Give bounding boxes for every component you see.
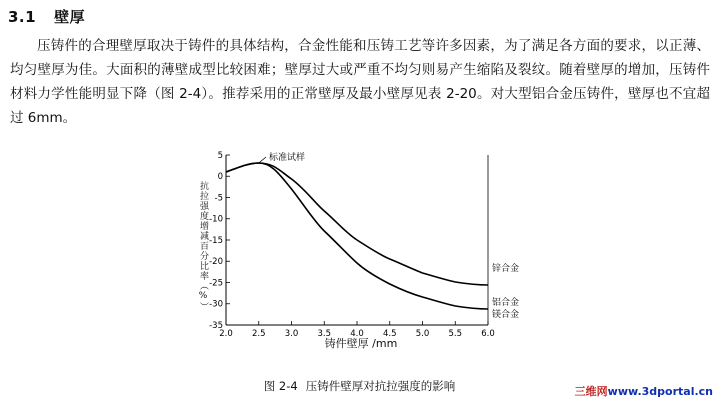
svg-text:-5: -5 bbox=[214, 193, 223, 204]
figure-2-4 bbox=[196, 145, 526, 355]
annotation-mg-text: 镁合金 bbox=[492, 310, 520, 320]
section-heading bbox=[8, 6, 85, 27]
section-title: 壁厚 bbox=[54, 8, 86, 26]
body-paragraph: 压铸件的合理壁厚取决于铸件的具体结构，合金性能和压铸工艺等许多因素，为了满足各方面的要求，以正薄、均匀壁厚为佳。大面积的薄壁成型比较困难；壁厚过大或严重不均匀则易产生缩陷及裂纹。随着壁厚的增加，压铸件材料力学性能明显下降（图 2-4）。推荐采用的正常壁厚及最小壁厚见表 2-20。对大型铝合金压铸件，壁厚也不宜超过 6mm。 bbox=[10, 38, 710, 126]
svg-text:-25: -25 bbox=[209, 278, 223, 289]
annotation-standard-sample bbox=[259, 151, 305, 163]
svg-text:4.5: 4.5 bbox=[382, 329, 397, 339]
svg-text:-35: -35 bbox=[209, 321, 223, 331]
svg-text:5.5: 5.5 bbox=[448, 329, 463, 339]
annotation-al-text: 铝合金 bbox=[492, 298, 520, 308]
svg-text:-15: -15 bbox=[209, 236, 223, 246]
x-axis-label: 铸件壁厚 /mm bbox=[324, 337, 398, 350]
svg-text:3.0: 3.0 bbox=[284, 329, 299, 339]
figure-caption-number: 图 2-4 bbox=[263, 379, 298, 393]
svg-text:4.0: 4.0 bbox=[350, 329, 364, 339]
svg-text:2.0: 2.0 bbox=[219, 329, 233, 339]
series-line-zinc bbox=[226, 163, 488, 285]
svg-text:-10: -10 bbox=[209, 214, 223, 225]
svg-text:0: 0 bbox=[217, 172, 223, 183]
svg-text:-20: -20 bbox=[209, 257, 223, 268]
annotation-zinc-text: 锌合金 bbox=[492, 264, 520, 274]
series-line-al-mg bbox=[226, 163, 488, 309]
watermark-url: www.3dportal.cn bbox=[607, 385, 713, 398]
watermark bbox=[575, 383, 713, 399]
annotation-al-mg-alloy bbox=[492, 296, 519, 320]
annotation-zinc-alloy bbox=[492, 262, 519, 274]
annotation-standard-text: 标准试样 bbox=[269, 153, 306, 163]
svg-text:6.0: 6.0 bbox=[481, 329, 495, 339]
svg-text:2.5: 2.5 bbox=[251, 329, 266, 339]
watermark-cn: 三维网 bbox=[574, 385, 608, 398]
section-number: 3.1 bbox=[8, 8, 37, 26]
svg-text:-30: -30 bbox=[209, 299, 223, 310]
body-text bbox=[10, 34, 710, 130]
svg-text:5.0: 5.0 bbox=[415, 329, 430, 339]
figure-caption-text: 压铸件壁厚对抗拉强度的影响 bbox=[305, 379, 456, 393]
y-tick-labels bbox=[209, 151, 223, 331]
svg-text:5: 5 bbox=[217, 151, 223, 161]
y-axis-label: 抗拉强度增减百分比率（%） bbox=[198, 181, 208, 312]
svg-text:3.5: 3.5 bbox=[317, 329, 332, 339]
chart-canvas bbox=[196, 145, 526, 355]
